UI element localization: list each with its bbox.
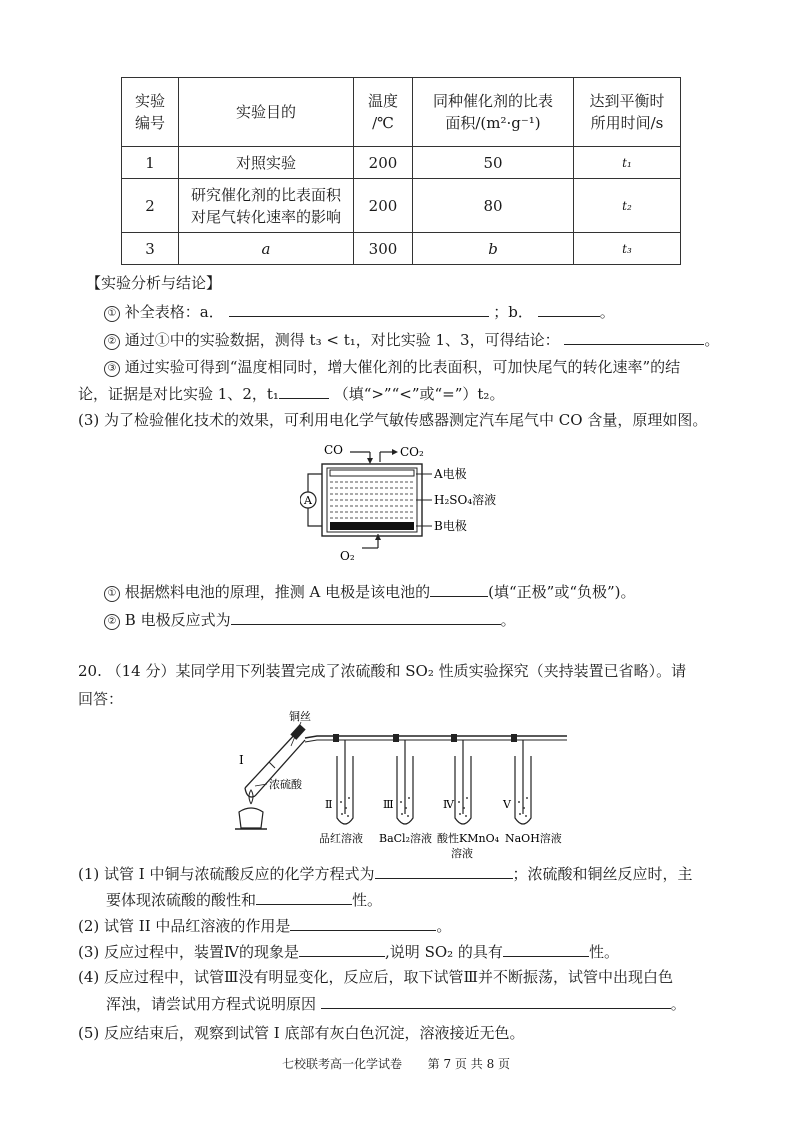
label-b-electrode: B电极 xyxy=(434,519,467,533)
electrode-b xyxy=(330,522,414,530)
page-number: 第 7 页 共 8 页 xyxy=(427,1057,511,1071)
q20-1-cont: 要体现浓硫酸的酸性和 性。 xyxy=(106,888,382,911)
table-header-cell: 温度 /℃ xyxy=(354,78,413,147)
circled-number: ② xyxy=(104,614,120,630)
table-row xyxy=(122,179,681,233)
q20-5: (5) 反应结束后，观察到试管 I 底部有灰白色沉淀，溶液接近无色。 xyxy=(78,1024,525,1042)
co2-label: CO₂ xyxy=(400,445,424,459)
table-row xyxy=(122,233,681,265)
table-row xyxy=(122,147,681,179)
electrode-a xyxy=(330,470,414,476)
test-tube-v xyxy=(515,740,531,824)
table-cell: 3 xyxy=(122,233,179,265)
table-cell: t₂ xyxy=(574,179,681,233)
copper-wire-label: 铜丝 xyxy=(289,710,311,723)
answer-blank[interactable] xyxy=(299,940,385,957)
q20-intro-cont: 回答： xyxy=(78,690,124,708)
table-cell: a xyxy=(179,233,354,265)
q20-4: (4) 反应过程中，试管Ⅲ没有明显变化，反应后，取下试管Ⅲ并不断振荡，试管中出现白色 xyxy=(78,968,673,986)
tube-iii-label: Ⅲ xyxy=(383,798,394,811)
answer-blank[interactable] xyxy=(538,300,600,317)
gas-sensor-diagram xyxy=(300,436,500,571)
q20-2: (2) 试管 II 中品红溶液的作用是 。 xyxy=(78,914,451,937)
part3-text: (3) 为了检验催化技术的效果，可利用电化学气敏传感器测定汽车尾气中 CO 含量，原理如图。 xyxy=(78,411,708,429)
apparatus-diagram xyxy=(225,706,575,862)
table-cell: 对照实验 xyxy=(179,147,354,179)
answer-blank[interactable] xyxy=(290,914,436,931)
part3-q2: ② B 电极反应式为 。 xyxy=(104,608,516,631)
table-header-cell: 同种催化剂的比表 面积/(m²·g⁻¹) xyxy=(413,78,574,147)
label-solution: H₂SO₄溶液 xyxy=(434,493,497,507)
circled-number: ① xyxy=(104,586,120,602)
table-cell: 200 xyxy=(354,147,413,179)
label-a-electrode: A电极 xyxy=(434,467,467,481)
circled-number: ② xyxy=(104,334,120,350)
test-tube-iii xyxy=(397,740,413,824)
table-header-cell: 实验 编号 xyxy=(122,78,179,147)
answer-blank[interactable] xyxy=(231,608,501,625)
analysis-heading: 【实验分析与结论】 xyxy=(86,274,222,292)
sol-iv-label-cont: 溶液 xyxy=(451,847,473,860)
answer-blank[interactable] xyxy=(279,382,329,399)
answer-blank[interactable] xyxy=(503,940,589,957)
analysis-q1: ① 补全表格：a． ；b． 。 xyxy=(104,300,615,323)
table-cell: 2 xyxy=(122,179,179,233)
footer-title: 七校联考高一化学试卷 xyxy=(282,1057,403,1071)
h2so4-solution xyxy=(330,482,414,518)
co-label: CO xyxy=(324,443,344,457)
table-header-row xyxy=(122,78,681,147)
table-cell: 50 xyxy=(413,147,574,179)
analysis-q2: ② 通过①中的实验数据，测得 t₃ < t₁，对比实验 1、3，可得结论： 。 xyxy=(104,328,719,351)
answer-blank[interactable] xyxy=(375,862,513,879)
tube-iv-label: Ⅳ xyxy=(443,798,454,811)
answer-blank[interactable] xyxy=(229,300,489,317)
table-cell: 1 xyxy=(122,147,179,179)
answer-blank[interactable] xyxy=(564,328,704,345)
part3-q1: ① 根据燃料电池的原理，推测 A 电极是该电池的 (填“正极”或“负极”)。 xyxy=(104,580,636,603)
alcohol-lamp xyxy=(235,790,267,829)
answer-blank[interactable] xyxy=(430,580,488,597)
tube-v-label: Ⅴ xyxy=(503,798,511,811)
q20-4-cont: 浑浊，请尝试用方程式说明原因 。 xyxy=(106,992,686,1015)
tube-i-label: I xyxy=(239,753,244,767)
q20-intro: 20. （14 分）某同学用下列装置完成了浓硫酸和 SO₂ 性质实验探究（夹持装置已省略）。请 xyxy=(78,662,687,680)
test-tube-iv xyxy=(455,740,471,824)
table-header-cell: 达到平衡时 所用时间/s xyxy=(574,78,681,147)
tube-ii-label: Ⅱ xyxy=(325,798,333,811)
experiment-table xyxy=(121,77,681,265)
sol-v-label: NaOH溶液 xyxy=(505,832,562,845)
analysis-q3-cont: 论，证据是对比实验 1、2，t₁ （填“>”“<”或“=”）t₂。 xyxy=(78,382,504,405)
acid-label: 浓硫酸 xyxy=(269,778,302,791)
table-cell: 300 xyxy=(354,233,413,265)
svg-text:A: A xyxy=(304,494,312,507)
table-cell: 研究催化剂的比表面积 对尾气转化速率的影响 xyxy=(179,179,354,233)
table-cell: 200 xyxy=(354,179,413,233)
table-cell: t₁ xyxy=(574,147,681,179)
q20-1: (1) 试管 I 中铜与浓硫酸反应的化学方程式为 ；浓硫酸和铜丝反应时，主 xyxy=(78,862,693,885)
o2-label: O₂ xyxy=(340,549,355,563)
q20-3: (3) 反应过程中，装置Ⅳ的现象是 ,说明 SO₂ 的具有 性。 xyxy=(78,940,619,963)
test-tube-ii xyxy=(337,740,353,824)
sol-ii-label: 品红溶液 xyxy=(319,832,363,845)
sol-iii-label: BaCl₂溶液 xyxy=(379,832,432,845)
circled-number: ① xyxy=(104,306,120,322)
table-cell: t₃ xyxy=(574,233,681,265)
table-cell: b xyxy=(413,233,574,265)
table-header-cell: 实验目的 xyxy=(179,78,354,147)
answer-blank[interactable] xyxy=(321,992,671,1009)
answer-blank[interactable] xyxy=(256,888,352,905)
circled-number: ③ xyxy=(104,361,120,377)
table-cell: 80 xyxy=(413,179,574,233)
sol-iv-label: 酸性KMnO₄ xyxy=(437,832,499,845)
footer xyxy=(282,1053,510,1075)
analysis-q3: ③ 通过实验可得到“温度相同时，增大催化剂的比表面积，可加快尾气的转化速率”的结 xyxy=(104,356,680,378)
